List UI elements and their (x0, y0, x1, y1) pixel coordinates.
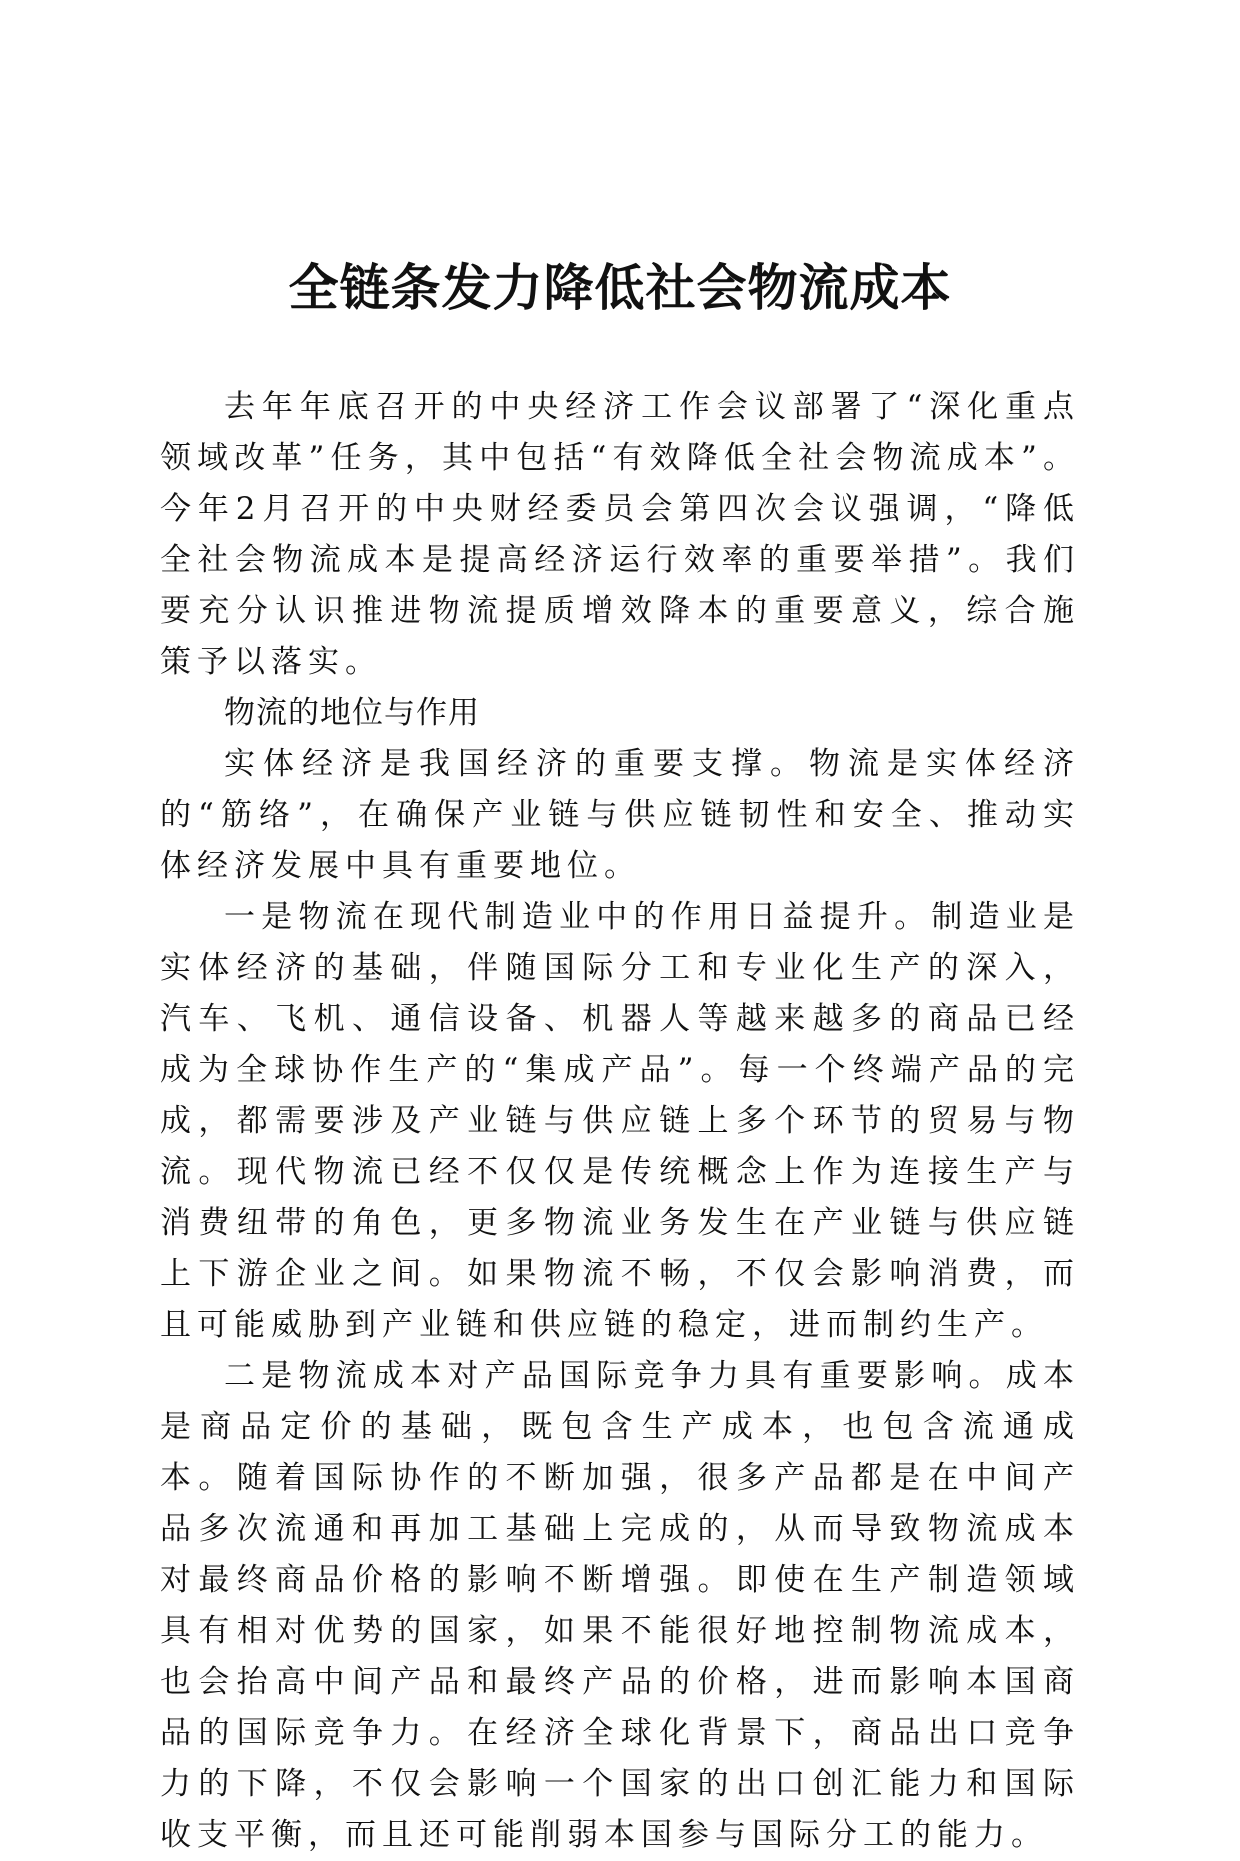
document-page (160, 0, 1080, 1853)
section-heading: 物流的地位与作用 (224, 695, 480, 731)
intro-paragraph: 去年年底召开的中央经济工作会议部署了“深化重点领域改革”任务，其中包括“有效降低全社会物流成本”。今年2月召开的中央财经委员会第四次会议强调，“降低全社会物流成本是提高经济运行效率的重要举措”。我们要充分认识推进物流提质增效降本的重要意义，综合施策予以落实。 (160, 389, 1080, 680)
body-paragraph: 一是物流在现代制造业中的作用日益提升。制造业是实体经济的基础，伴随国际分工和专业化生产的深入，汽车、飞机、通信设备、机器人等越来越多的商品已经成为全球协作生产的“集成产品”。每一个终端产品的完成，都需要涉及产业链与供应链上多个环节的贸易与物流。现代物流已经不仅仅是传统概念上作为连接生产与消费纽带的角色，更多物流业务发生在产业链与供应链上下游企业之间。如果物流不畅，不仅会影响消费，而且可能威胁到产业链和供应链的稳定，进而制约生产。 (160, 899, 1080, 1343)
body-paragraph: 实体经济是我国经济的重要支撑。物流是实体经济的“筋络”，在确保产业链与供应链韧性和安全、推动实体经济发展中具有重要地位。 (160, 746, 1080, 884)
document-body (160, 382, 1080, 1861)
document-title: 全链条发力降低社会物流成本 (288, 258, 952, 317)
body-paragraph: 二是物流成本对产品国际竞争力具有重要影响。成本是商品定价的基础，既包含生产成本，也包含流通成本。随着国际协作的不断加强，很多产品都是在中间产品多次流通和再加工基础上完成的，从而导致物流成本对最终商品价格的影响不断增强。即使在生产制造领域具有相对优势的国家，如果不能很好地控制物流成本，也会抬高中间产品和最终产品的价格，进而影响本国商品的国际竞争力。在经济全球化背景下，商品出口竞争力的下降，不仅会影响一个国家的出口创汇能力和国际收支平衡，而且还可能削弱本国参与国际分工的能力。 (160, 1358, 1080, 1853)
